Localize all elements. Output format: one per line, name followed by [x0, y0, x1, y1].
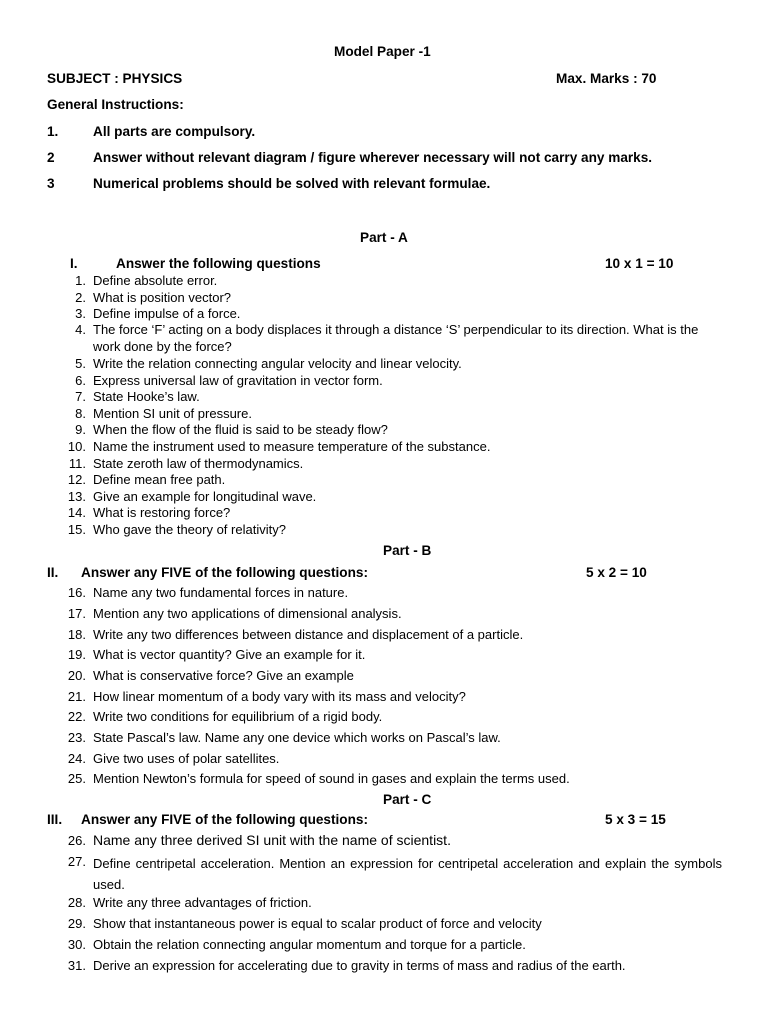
question-text: Write the relation connecting angular velocity and linear velocity. [93, 356, 462, 371]
question-text: Write any two differences between distance and displacement of a particle. [93, 627, 524, 642]
question-text: State Hooke’s law. [93, 389, 200, 404]
question-text: What is position vector? [93, 290, 232, 305]
question-text: Define centripetal acceleration. Mention an expression for centripetal acceleration and explain the symbols used. [93, 856, 722, 892]
question-number: 25. [67, 771, 86, 786]
section-number: II. [47, 565, 59, 580]
question-text: What is conservative force? Give an example [93, 668, 354, 683]
question-text: What is restoring force? [93, 505, 231, 520]
question-number: 5. [75, 356, 86, 371]
instruction-number: 3 [47, 176, 55, 191]
question-number: 1. [75, 273, 86, 288]
question-text: Name any two fundamental forces in nature. [93, 585, 349, 600]
max-marks-label: Max. Marks : 70 [556, 71, 657, 86]
question-text: Obtain the relation connecting angular momentum and torque for a particle. [93, 937, 526, 952]
section-heading: Answer any FIVE of the following questions: [81, 565, 368, 580]
question-text: Mention SI unit of pressure. [93, 406, 252, 421]
question-text: Express universal law of gravitation in vector form. [93, 373, 383, 388]
question-text: The force ‘F’ acting on a body displaces it through a distance ‘S’ perpendicular to its direction. What is the work done by the force? [93, 322, 699, 354]
question-number: 24. [67, 751, 86, 766]
question-number: 28. [67, 895, 86, 910]
question-number: 2. [75, 290, 86, 305]
question-number: 13. [67, 489, 86, 504]
instructions-heading: General Instructions: [47, 97, 184, 112]
question-number: 14. [67, 505, 86, 520]
paper-title: Model Paper -1 [334, 44, 431, 59]
section-heading: Answer any FIVE of the following questions: [81, 812, 368, 827]
question-number: 17. [67, 606, 86, 621]
question-number: 19. [67, 647, 86, 662]
question-text: Write any three advantages of friction. [93, 895, 312, 910]
question-text: State zeroth law of thermodynamics. [93, 456, 304, 471]
question-text: Derive an expression for accelerating due to gravity in terms of mass and radius of the earth. [93, 958, 626, 973]
instruction-text: Answer without relevant diagram / figure wherever necessary will not carry any marks. [93, 150, 653, 165]
instruction-number: 2 [47, 150, 55, 165]
question-number: 9. [75, 422, 86, 437]
question-text: Define mean free path. [93, 472, 226, 487]
question-text: State Pascal’s law. Name any one device which works on Pascal’s law. [93, 730, 501, 745]
question-number: 3. [75, 306, 86, 321]
question-text: Who gave the theory of relativity? [93, 522, 286, 537]
section-marks: 5 x 3 = 15 [605, 812, 666, 827]
question-number: 21. [67, 689, 86, 704]
question-number: 29. [67, 916, 86, 931]
section-heading: Answer the following questions [116, 256, 321, 271]
question-number: 22. [67, 709, 86, 724]
question-number: 6. [75, 373, 86, 388]
part-c-title: Part - C [383, 792, 432, 807]
part-b-title: Part - B [383, 543, 432, 558]
question-number: 11. [68, 456, 86, 471]
question-text: Write two conditions for equilibrium of a rigid body. [93, 709, 383, 724]
question-number: 31. [67, 958, 86, 973]
question-text: Mention Newton’s formula for speed of sound in gases and explain the terms used. [93, 771, 570, 786]
instruction-text: Numerical problems should be solved with relevant formulae. [93, 176, 491, 191]
question-text: Mention any two applications of dimensional analysis. [93, 606, 402, 621]
section-number: III. [47, 812, 63, 827]
question-number: 16. [67, 585, 86, 600]
question-number: 27. [67, 854, 86, 869]
instruction-number: 1. [47, 124, 59, 139]
question-number: 15. [67, 522, 86, 537]
question-number: 10. [67, 439, 86, 454]
question-text: Give two uses of polar satellites. [93, 751, 280, 766]
question-text: Define absolute error. [93, 273, 218, 288]
question-number: 8. [75, 406, 86, 421]
question-text: Name the instrument used to measure temperature of the substance. [93, 439, 491, 454]
section-number: I. [70, 256, 78, 271]
section-marks: 10 x 1 = 10 [605, 256, 674, 271]
question-number: 23. [67, 730, 86, 745]
question-text: Give an example for longitudinal wave. [93, 489, 317, 504]
question-number: 4. [75, 322, 86, 337]
subject-label: SUBJECT : PHYSICS [47, 71, 183, 86]
question-text: Show that instantaneous power is equal to scalar product of force and velocity [93, 916, 542, 931]
question-number: 7. [75, 389, 86, 404]
question-number: 12. [67, 472, 86, 487]
part-a-title: Part - A [360, 230, 408, 245]
question-text: Name any three derived SI unit with the name of scientist. [93, 832, 451, 848]
question-text: How linear momentum of a body vary with its mass and velocity? [93, 689, 466, 704]
question-text: Define impulse of a force. [93, 306, 241, 321]
question-number: 20. [67, 668, 86, 683]
question-text: What is vector quantity? Give an example for it. [93, 647, 366, 662]
question-number: 26. [67, 833, 86, 848]
section-marks: 5 x 2 = 10 [586, 565, 647, 580]
question-text: When the flow of the fluid is said to be steady flow? [93, 422, 388, 437]
instruction-text: All parts are compulsory. [93, 124, 256, 139]
question-number: 18. [67, 627, 86, 642]
question-number: 30. [67, 937, 86, 952]
